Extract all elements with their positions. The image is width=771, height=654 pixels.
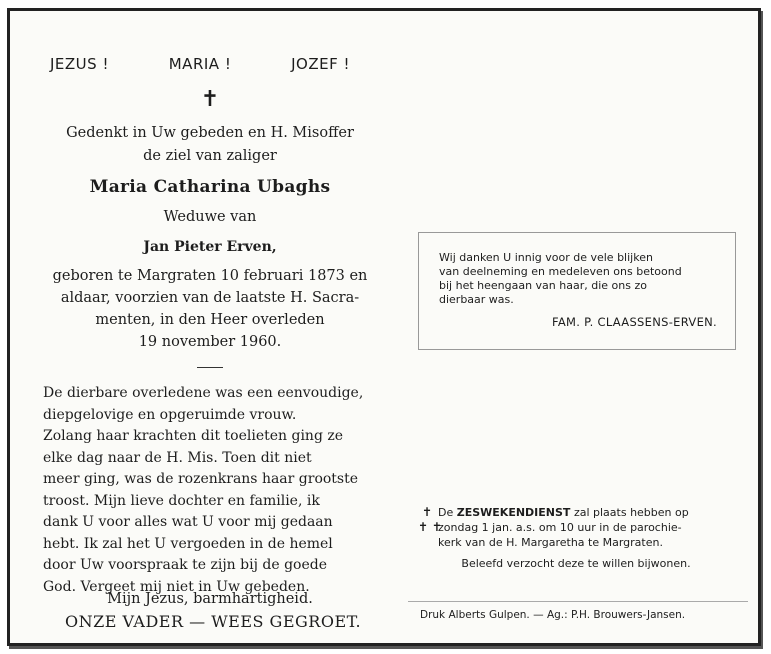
bio-line: aldaar, voorzien van de laatste H. Sacra- [60, 290, 360, 306]
text-line: elke dag naar de H. Mis. Toen dit niet [43, 449, 312, 466]
printer-credit: Druk Alberts Gulpen. — Ag.: P.H. Brouwers-Jansen. [420, 609, 686, 621]
closing-prayers-title: ONZE VADER — WEES GEGROET. [64, 612, 362, 631]
text-line: door Uw voorspraak te zijn bij de goede [43, 557, 327, 573]
invocation-jezus: JEZUS ! [50, 55, 109, 73]
remembrance-text [43, 383, 383, 598]
deceased-name: Maria Catharina Ubaghs [89, 177, 331, 197]
service-request: Beleefd verzocht deze te willen bijwonen. [461, 557, 691, 570]
text-line: dank U voor alles wat U voor mij gedaan [43, 514, 333, 530]
text-line: diepgelovige en opgeruimde vrouw. [43, 406, 297, 423]
thanks-box [418, 232, 736, 350]
service-line-1: ✝ De ZESWEKENDIENST zal plaats hebben op [422, 505, 689, 519]
text-line: Zolang haar krachten dit toelieten ging ze [43, 428, 344, 444]
thanks-text [439, 251, 721, 307]
invocation [50, 55, 350, 73]
service-line-3: kerk van de H. Margaretha te Margraten. [438, 536, 663, 549]
closing-prayer: Mijn Jezus, barmhartigheid. [107, 591, 313, 607]
text-line: God. Vergeet mij niet in Uw gebeden. [43, 578, 310, 595]
cross-icon: ✝ [422, 505, 433, 519]
intro-line-1: Gedenkt in Uw gebeden en H. Misoffer [66, 125, 354, 141]
left-column [30, 11, 390, 643]
thanks-line: van deelneming en medeleven ons betoond [439, 265, 682, 278]
invocation-jozef: JOZEF ! [291, 55, 350, 73]
service-line-2: ✝ ✝ zondag 1 jan. a.s. om 10 uur in de parochie- [418, 520, 682, 534]
text-line: troost. Mijn lieve dochter en familie, ik [43, 492, 320, 509]
husband-name: Jan Pieter Erven, [143, 239, 277, 255]
text-line: hebt. Ik zal het U vergoeden in de hemel [43, 535, 333, 552]
widow-of: Weduwe van [163, 209, 257, 225]
text-line: De dierbare overledene was een eenvoudige, [43, 385, 364, 401]
double-cross-icon: ✝ ✝ [418, 520, 442, 534]
thanks-signature: FAM. P. CLAASSENS-ERVEN. [551, 315, 717, 329]
bio-line: 19 november 1960. [138, 334, 282, 350]
intro-line-2: de ziel van zaliger [143, 148, 277, 164]
thanks-line: bij het heengaan van haar, die ons zo [439, 279, 647, 292]
text-line: meer ging, was de rozenkrans haar grootste [43, 471, 359, 487]
service-title: ZESWEKENDIENST [456, 506, 571, 519]
bio-line: geboren te Margraten 10 februari 1873 en [52, 268, 368, 284]
footer-divider [408, 601, 748, 602]
divider [197, 367, 223, 368]
thanks-line: Wij danken U innig voor de vele blijken [439, 251, 653, 264]
bio-line: menten, in den Heer overleden [95, 312, 325, 328]
service-notice [418, 505, 734, 571]
thanks-line: dierbaar was. [439, 293, 514, 306]
memorial-card [7, 8, 761, 646]
invocation-maria: MARIA ! [168, 55, 232, 73]
cross-icon: ✝ [200, 87, 220, 112]
